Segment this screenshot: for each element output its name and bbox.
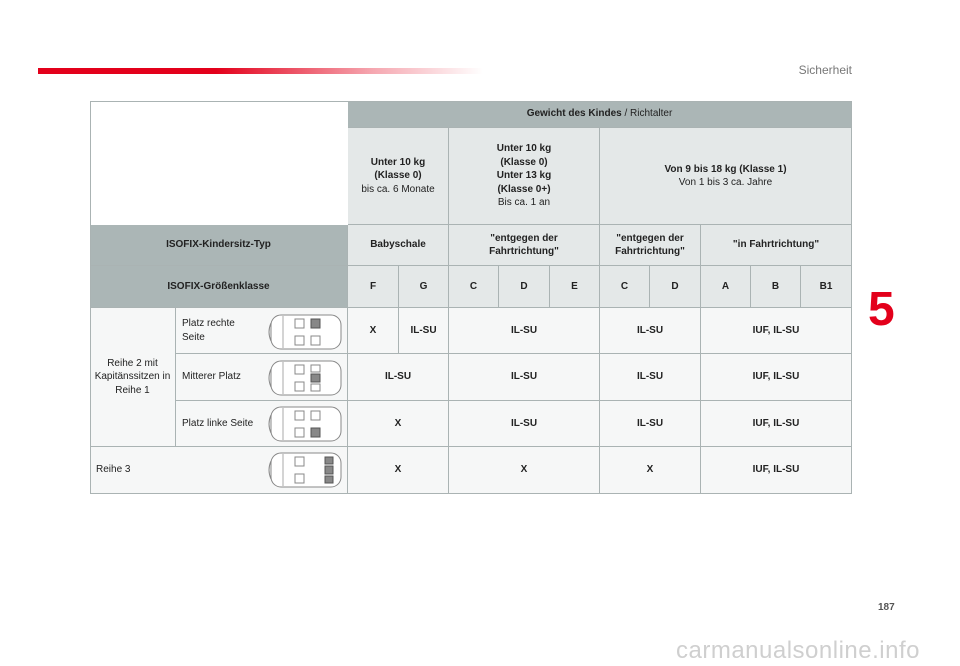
size-class: C xyxy=(449,266,499,308)
size-class: D xyxy=(650,266,701,308)
table-cell: IL-SU xyxy=(348,354,449,401)
type-label: ISOFIX-Kindersitz-Typ xyxy=(90,225,348,266)
size-class: E xyxy=(550,266,600,308)
table-cell: IL-SU xyxy=(449,354,600,401)
weight-group-3: Von 9 bis 18 kg (Klasse 1) Von 1 bis 3 ca. Jahre xyxy=(600,128,852,225)
size-class: G xyxy=(399,266,449,308)
row-label: Platz linke Seite xyxy=(176,401,348,447)
table-cell: X xyxy=(348,308,399,354)
van-seat-middle-icon xyxy=(265,359,343,397)
weight-group-1: Unter 10 kg (Klasse 0) bis ca. 6 Monate xyxy=(348,128,449,225)
size-class: F xyxy=(348,266,399,308)
table-cell: IL-SU xyxy=(449,401,600,447)
header-accent-bar xyxy=(38,68,483,74)
type-1: Babyschale xyxy=(348,225,449,266)
row-group-label: Reihe 2 mit Kapitänssitzen in Reihe 1 xyxy=(90,308,176,447)
chapter-number: 5 xyxy=(868,283,895,336)
table-cell: IL-SU xyxy=(600,308,701,354)
table-cell: IL-SU xyxy=(600,401,701,447)
table-cell: IL-SU xyxy=(399,308,449,354)
size-class: B1 xyxy=(801,266,852,308)
table-cell: X xyxy=(600,447,701,494)
size-class: C xyxy=(600,266,650,308)
table-cell: IUF, IL-SU xyxy=(701,447,852,494)
van-seat-right-icon xyxy=(265,313,343,351)
table-cell: IUF, IL-SU xyxy=(701,308,852,354)
watermark: carmanualsonline.info xyxy=(676,637,920,664)
row-label: Platz rechte Seite xyxy=(176,308,348,354)
table-cell: X xyxy=(348,447,449,494)
table-cell: IUF, IL-SU xyxy=(701,401,852,447)
table-cell: IL-SU xyxy=(600,354,701,401)
table-cell: X xyxy=(449,447,600,494)
van-seat-row3-icon xyxy=(265,451,343,489)
row-label: Reihe 3 xyxy=(90,447,348,494)
weight-group-2: Unter 10 kg (Klasse 0) Unter 13 kg (Klasse 0+) Bis ca. 1 an xyxy=(449,128,600,225)
van-seat-left-icon xyxy=(265,405,343,443)
type-3: "entgegen der Fahrtrichtung" xyxy=(600,225,701,266)
size-class: D xyxy=(499,266,550,308)
size-class: B xyxy=(751,266,801,308)
table-cell: IUF, IL-SU xyxy=(701,354,852,401)
table-cell: IL-SU xyxy=(449,308,600,354)
table-cell: X xyxy=(348,401,449,447)
type-2: "entgegen der Fahrtrichtung" xyxy=(449,225,600,266)
page-number: 187 xyxy=(878,602,895,613)
type-4: "in Fahrtrichtung" xyxy=(701,225,852,266)
section-title: Sicherheit xyxy=(798,63,852,77)
row-label: Mitterer Platz xyxy=(176,354,348,401)
size-class: A xyxy=(701,266,751,308)
size-label: ISOFIX-Größenklasse xyxy=(90,266,348,308)
weight-header: Gewicht des Kindes / Richtalter xyxy=(348,101,852,128)
